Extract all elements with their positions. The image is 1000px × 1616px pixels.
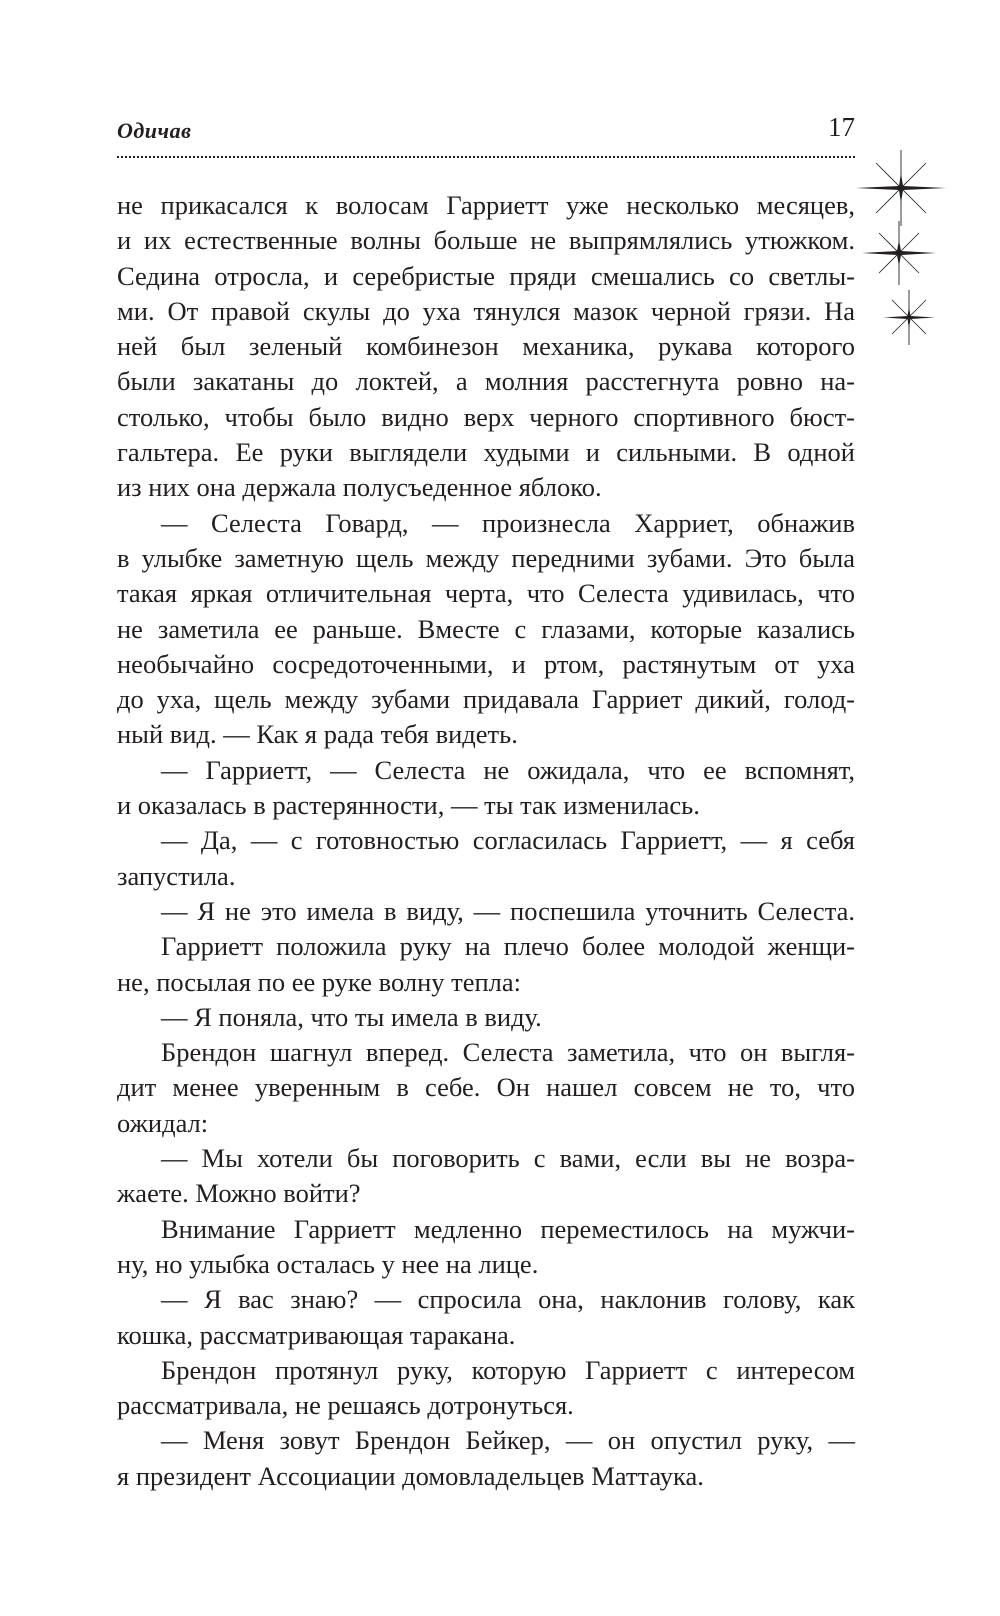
text-line: столько, чтобы было видно верх черного спортивного бюст- — [117, 401, 855, 432]
text-line: — Меня зовут Брендон Бейкер, — он опустил руку, — — [161, 1425, 855, 1456]
text-line: и их естественные волны больше не выпрямлялись утюжком. — [117, 225, 855, 256]
text-line: запустила. — [117, 860, 236, 891]
text-line: Брендон протянул руку, которую Гарриетт с интересом — [161, 1354, 855, 1385]
text-line: — Да, — с готовностью согласилась Гарриетт, — я себя — [161, 825, 855, 856]
text-line: ожидал: — [117, 1107, 209, 1138]
page-number: 17 — [828, 112, 855, 142]
text-line: до уха, щель между зубами придавала Гарриет дикий, голод- — [117, 684, 855, 715]
text-line: дит менее уверенным в себе. Он нашел совсем не то, что — [117, 1072, 855, 1103]
text-line: Внимание Гарриетт медленно переместилось на мужчи- — [161, 1213, 855, 1244]
text-line: — Селеста Говард, — произнесла Харриет, обнажив — [161, 507, 855, 538]
text-line: — Гарриетт, — Селеста не ожидала, что ее вспомнят, — [161, 754, 855, 785]
text-line: кошка, рассматривающая таракана. — [117, 1319, 516, 1350]
text-line: ми. От правой скулы до уха тянулся мазок черной грязи. На — [117, 295, 855, 326]
sparkle-icon — [862, 221, 936, 285]
text-line: я президент Ассоциации домовладельцев Маттаука. — [117, 1460, 704, 1491]
text-line: ну, но улыбка осталась у нее на лице. — [117, 1248, 539, 1279]
text-line: такая яркая отличительная черта, что Селеста удивилась, что — [117, 578, 855, 609]
text-line: Гарриетт положила руку на плечо более молодой женщи- — [161, 931, 855, 962]
dotted-rule — [117, 156, 855, 158]
text-line: Седина отросла, и серебристые пряди смешались со светлы- — [117, 260, 855, 291]
text-line: рассматривала, не решаясь дотронуться. — [117, 1390, 574, 1421]
body-text — [117, 188, 855, 1494]
running-title: Одичав — [117, 118, 192, 143]
text-line: — Я вас знаю? — спросила она, наклонив голову, как — [161, 1284, 855, 1315]
running-header — [117, 112, 855, 160]
text-line: из них она держала полусъеденное яблоко. — [117, 472, 602, 503]
text-line: не прикасался к волосам Гарриетт уже несколько месяцев, — [117, 190, 855, 220]
text-line: не заметила ее раньше. Вместе с глазами, которые казались — [117, 613, 855, 644]
sparkle-icon — [856, 150, 946, 226]
text-line: ный вид. — Как я рада тебя видеть. — [117, 719, 518, 750]
text-line: жаете. Можно войти? — [117, 1178, 361, 1209]
text-line: необычайно сосредоточенными, и ртом, растянутым от уха — [117, 648, 855, 679]
text-line: Брендон шагнул вперед. Селеста заметила, что он выгля- — [161, 1037, 855, 1068]
text-line: — Я не это имела в виду, — поспешила уточнить Селеста. — [161, 895, 855, 926]
text-line: не, посылая по ее руке волну тепла: — [117, 966, 521, 997]
text-line: ней был зеленый комбинезон механика, рукава которого — [117, 331, 855, 362]
sparkle-icon — [883, 290, 935, 345]
text-line: — Я поняла, что ты имела в виду. — [161, 1001, 542, 1032]
text-line: — Мы хотели бы поговорить с вами, если вы не возра- — [161, 1143, 855, 1174]
text-line: гальтера. Ее руки выглядели худыми и сильными. В одной — [117, 437, 855, 468]
text-line: и оказалась в растерянности, — ты так изменилась. — [117, 790, 700, 821]
text-line: в улыбке заметную щель между передними зубами. Это была — [117, 542, 855, 573]
text-line: были закатаны до локтей, а молния расстегнута ровно на- — [117, 366, 855, 397]
